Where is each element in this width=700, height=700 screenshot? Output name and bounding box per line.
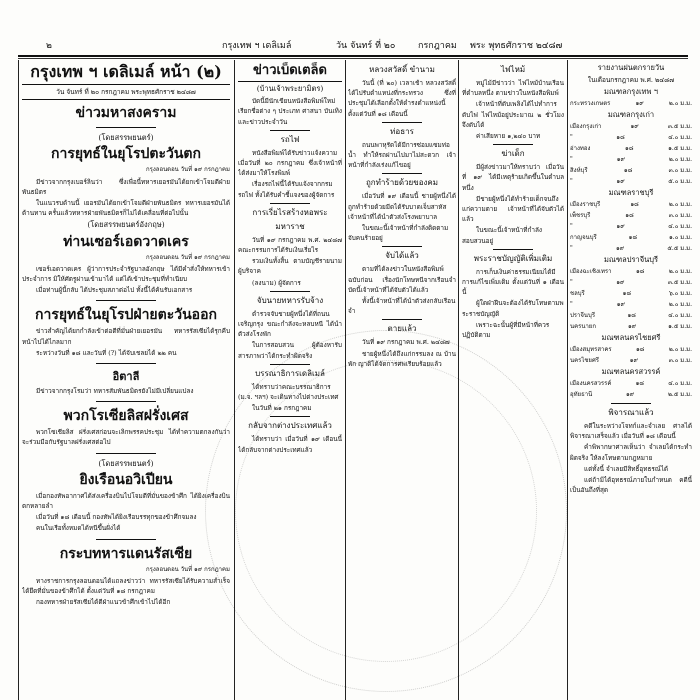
place: กาญจนบุรี: [570, 234, 597, 241]
place: เพ็ชรบุรี: [570, 212, 591, 219]
article-headline: การเรี่ยไรสร้างหอพระ: [252, 207, 328, 217]
rainfall-row: [570, 344, 692, 355]
article-paragraph: เมื่อวันที่ ๑๙ เดือนนี้ ชายผู้หนึ่งได้ถูกทำร้ายด้วยมีดได้รับบาดเจ็บสาหัส เจ้าหน้าที่ได้นำตัวส่งโรงพยาบาล: [348, 192, 456, 221]
day: ๑๙: [616, 301, 625, 308]
rainfall-row: [570, 132, 692, 143]
article-paragraph: ผู้ใดฝ่าฝืนจะต้องได้รับโทษตามพระราชบัญญัติ: [462, 299, 564, 318]
rainfall-row: [570, 299, 692, 310]
column-rule: [18, 60, 19, 700]
day: ๑๙: [616, 223, 625, 230]
rainfall-row: [570, 277, 692, 288]
rainfall-row: [570, 121, 692, 132]
article-headline: อิตาลี: [112, 370, 140, 384]
article-location: กรุงลอนดอน วันที่ ๑๙ กรกฎาคม: [146, 565, 230, 573]
rain-value: ๓.๐ ม.ม.: [668, 357, 692, 364]
divider: [382, 246, 422, 247]
article: [238, 295, 342, 361]
rain-value: ๕.๐ ม.ม.: [668, 178, 692, 185]
article-paragraph: แต่ทั้งนี้ จำเลยมีสิทธิ์อุทธรณ์ได้: [584, 464, 669, 473]
article: [348, 323, 456, 369]
article-source: (โดยสรรพยนตร์อังกฤษ): [87, 220, 165, 230]
rain-value: ๓.๕ ม.ม.: [667, 123, 692, 130]
rain-value: ๒.๐ ม.ม.: [668, 100, 692, 107]
day: ๑๘: [627, 312, 636, 319]
day: ๑๘: [635, 380, 645, 387]
article-headline: กลับจากต่างประเทศแล้ว: [248, 421, 332, 431]
column-masthead: ข่าวเบ็ดเตล็ด: [238, 62, 342, 82]
article-paragraph: หนังสือพิมพ์ได้รับข่าวแจ้งความเมื่อวันที่ ๒๐ กรกฎาคม ซึ่งเจ้าหน้าที่ได้ส่งมาให้โรงพิมพ์: [238, 148, 342, 178]
date-month: กรกฎาคม: [418, 41, 457, 51]
column-misc-news: [238, 62, 342, 700]
rain-value: ๒.๐ ม.ม.: [668, 268, 692, 275]
article-paragraph: เซอร์เอดวาดเคร ผู้ว่าการประจำรัฐบาลอังกฤษ ได้มีคำสั่งให้ทหารเข้าประจำการ มิให้ศัตรูผ่านเข้ามาได้ แต่ได้เข้าประชุมที่ทำเนียบ: [22, 264, 230, 284]
article-paragraph: วันนี้ (ที่ ๒๐) เวลาเช้า หลวงสวัสดิ์ได้ไปรับตำแหน่งที่กระทรวง ซึ่งที่ประชุมได้เลือกตั้งให้ดำรงตำแหน่งนี้ตั้งแต่วันที่ ๑๘ เดือนนี้: [348, 79, 456, 118]
article: [22, 545, 230, 608]
article-headline: ฆ่าเด็ก: [501, 149, 525, 159]
article-headline: ถูกทำร้ายด้วยของคม: [365, 178, 439, 188]
day: ๑๘: [625, 212, 634, 219]
article: [22, 407, 230, 447]
place: เมืองฉะเชิงเทรา: [570, 268, 612, 275]
section-title: ข่าวมหาสงคราม: [75, 105, 177, 122]
article: [22, 306, 230, 358]
day: ๑๘: [616, 134, 625, 141]
article: [238, 207, 342, 288]
rainfall-row: [570, 310, 692, 321]
column-intro: บัดนี้มีนักเขียนหนังสือพิมพ์ใหม่ เรียกชื่อต่าง ๆ ประเภท ศาสนา บันเทิง และข่าวประจำวัน: [238, 97, 342, 126]
article-paragraph: วันที่ ๑๙ กรกฎาคม พ.ศ. ๒๔๘๗: [362, 338, 450, 347]
place: ปราจีนบุรี: [570, 312, 596, 319]
article-paragraph: เจ้าหน้าที่ดับเพลิงได้ไปทำการดับไฟ ไฟไหม้อยู่ประมาณ ๒ ชั่วโมงจึงดับได้: [462, 100, 564, 129]
rain-value: ๒.๐ ม.ม.: [668, 156, 692, 163]
article-paragraph: เพราะฉะนั้นผู้ที่มีหน้าที่ควรปฏิบัติตาม: [462, 320, 550, 340]
rainfall-row: [570, 143, 692, 154]
article-subheadline: มหาราช: [275, 221, 305, 231]
header-rule-thin: [18, 58, 688, 59]
rainfall-region: [570, 109, 692, 187]
rainfall-row: [570, 288, 692, 299]
article-paragraph: วันที่ ๑๙ กรกฎาคม พ.ศ. ๒๔๘๗ คณะกรรมการได้รับเงินเรี่ยไร: [238, 235, 342, 255]
column-rule: [458, 60, 459, 700]
divider: [493, 249, 533, 250]
column-rainfall: [570, 62, 692, 700]
divider: [382, 122, 422, 123]
article-paragraph: การเก็บเงินค่าธรรมเนียมได้มีการแก้ไขเพิ่มเติม ตั้งแต่วันที่ ๑ เดือนนี้: [462, 267, 564, 297]
place: นครนายก: [570, 323, 596, 330]
article-paragraph: ในแนวรบด้านนี้ เยอรมันได้ยกเข้าโจมตีฝ่ายพันธมิตร ทหารเยอรมันได้ต้านทาน ครั้นแล้วทหารฝ่ายพันธมิตรก็ไม่ได้เคลื่อนที่ต่อไปนั้น: [22, 199, 230, 218]
article-paragraph: (ลงนาม) ผู้จัดการ: [252, 278, 301, 287]
article: [462, 148, 564, 246]
rain-value: ๒.๐ ม.ม.: [668, 301, 692, 308]
article-headline: ท่อธาร: [390, 126, 414, 136]
article-paragraph: ในการสอบสวน ผู้ต้องหารับสารภาพว่าได้กระทำผิดจริง: [238, 341, 342, 360]
article-paragraph: เมื่อท่านผู้นี้กลับ ได้ประชุมสภาต่อไป ทั้งนี้ได้ค้นรับเอกสาร: [36, 286, 193, 295]
region-name: มณฑลนครไชยศรี: [601, 333, 661, 342]
masthead: กรุงเทพ ฯ เดลิเมล์ หน้า (๒): [22, 62, 230, 85]
article-paragraph: ทั้งนี้เจ้าหน้าที่ได้นำตัวส่งกลับเรือนจำ: [348, 297, 456, 316]
rain-value: ๔.๐ ม.ม.: [668, 134, 692, 141]
rainfall-row: [570, 221, 692, 232]
article-headline: ไฟไหม้: [500, 65, 526, 74]
article-paragraph: ได้ทราบว่าคณะบรรณาธิการ (ม.จ. ฯลฯ) จะเดินทางไปต่างประเทศ: [238, 382, 339, 402]
rain-value: ๒.๕ ม.ม.: [667, 391, 692, 398]
divider: [96, 539, 156, 540]
divider: [270, 291, 310, 292]
day: ๑๙: [627, 323, 637, 330]
day: ๑๙: [616, 156, 625, 163]
rain-value: ๕.๕ ม.ม.: [667, 245, 692, 252]
article-paragraph: ในวันที่ ๒๑ กรกฎาคม: [252, 404, 312, 413]
rain-value: ๓.๕ ม.ม.: [667, 279, 692, 286]
column-local-news: [348, 62, 456, 700]
rainfall-region: [570, 366, 692, 400]
place: นครไชยศรี: [570, 357, 599, 364]
rain-value: ๔.๐ ม.ม.: [668, 380, 692, 387]
rainfall-region: [570, 332, 692, 366]
article-paragraph: ทางราชการกรุงลอนดอนได้แถลงข่าวว่า ทหารรัสเซียได้รับความสำเร็จ ได้ยึดที่มั่นของข้าศึกได้ ตั้งแต่วันที่ ๑๘ กรกฎาคม: [22, 576, 230, 596]
article: [238, 420, 342, 454]
day: ๑๘: [635, 268, 645, 275]
divider: [270, 416, 310, 417]
divider: [96, 401, 156, 402]
divider: [96, 363, 156, 364]
place: ": [570, 245, 573, 252]
place: เมืองสมุทรสาคร: [570, 346, 612, 353]
place: สิงห์บุรี: [570, 167, 588, 174]
article-paragraph: มีข่าวจากกรุงโรมว่า ทหารสัมพันธมิตรยังไม่มีเปลี่ยนแปลง: [36, 387, 194, 396]
rainfall-row: [570, 355, 692, 366]
article: [348, 177, 456, 243]
divider: [382, 173, 422, 174]
page-header: [0, 38, 700, 54]
article-headline: การยุทธ์ในยุโรปตะวันตก: [51, 146, 201, 163]
article-headline: พวกโรเซียลิสฝรั่งเศส: [63, 408, 189, 425]
divider: [611, 403, 651, 404]
rain-value: ๔.๐ ม.ม.: [668, 312, 692, 319]
article: [462, 253, 564, 340]
article-headline: บรรณาธิการเดลิเมล์: [255, 368, 325, 378]
article-paragraph: พวกโซเชียลิส ฝรั่งเศสก่อนจะเลิกพรรคประชุม ได้ทำความตกลงกันว่าจะร่วมมือกับรัฐบาลฝรั่งเศสต่อไป: [22, 428, 230, 447]
place: ": [570, 134, 573, 141]
place: ชลบุรี: [570, 290, 585, 297]
rain-value: ๒.๐ ม.ม.: [668, 346, 692, 353]
rainfall-region: [570, 187, 692, 254]
day: ๑๘: [623, 167, 633, 174]
article-paragraph: กองทหารฝ่ายรัสเซียได้ตีฝ่าแนวข้าศึกเข้าไปได้อีก: [36, 598, 171, 607]
rain-value: ๔.๐ ม.ม.: [668, 223, 692, 230]
article: [22, 220, 230, 295]
rainfall-subtitle: ในเดือนกรกฎาคม พ.ศ. ๒๔๘๗: [587, 76, 675, 84]
day: ๑๙: [616, 279, 625, 286]
article-headline: ท่านเซอร์เอดวาดเคร: [63, 233, 189, 250]
rain-value: ๒.๐ ม.ม.: [668, 201, 692, 208]
rain-value: ๑.๕ ม.ม.: [668, 145, 692, 152]
article-paragraph: เรื่องรถไฟนี้ได้รับแจ้งจากกรมรถไฟ ทั้งได้รับคำชี้แจงของผู้จัดการ: [238, 180, 335, 199]
day: ๑๘: [625, 145, 634, 152]
rainfall-row: [570, 378, 692, 389]
divider: [382, 319, 422, 320]
day: ๑๙: [629, 357, 638, 364]
rainfall-row: [570, 389, 692, 400]
article-paragraph: ถนนพาหุรัดได้มีการซ่อมแซมท่อน้ำ ทำให้รถผ่านไปมาไม่สะดวก เจ้าหน้าที่กำลังเร่งแก้ไขอยู่: [348, 140, 456, 170]
place: ": [570, 223, 573, 230]
article-paragraph: คำพิพากษาศาลเห็นว่า จำเลยได้กระทำผิดจริง ให้ลงโทษตามกฎหมาย: [570, 443, 692, 462]
rain-value: ๓.๐ ม.ม.: [668, 212, 692, 219]
column-incident-news: [462, 62, 564, 700]
divider: [96, 453, 156, 454]
article-paragraph: แต่ถ้ามิได้อุทธรณ์ภายในกำหนด คดีนี้เป็นอันถึงที่สุด: [570, 476, 692, 495]
day: ๑๙: [635, 100, 644, 107]
article-headline: กระบทหารแดนรัสเซีย: [59, 545, 193, 562]
article: [348, 64, 456, 119]
divider: [270, 130, 310, 131]
rainfall-row: [570, 98, 692, 109]
article-paragraph: มีชายผู้หนึ่งได้ทำร้ายเด็กจนถึงแก่ความตาย เจ้าหน้าที่ได้จับตัวได้แล้ว: [462, 194, 564, 224]
rain-value: ๖.๐ ม.ม.: [668, 290, 692, 297]
page-number: ๒: [46, 41, 52, 51]
rainfall-row: [570, 321, 692, 332]
article-location: กรุงลอนดอน วันที่ ๑๙ กรกฎาคม: [146, 166, 230, 174]
dateline: วัน จันทร์ ที่ ๒๐ กรกฎาคม พระพุทธศักราช ๒๔๘๗: [22, 87, 230, 100]
article-paragraph: คดีในระหว่างโจทก์และจำเลย ศาลได้พิจารณาเสร็จแล้ว เมื่อวันที่ ๑๘ เดือนนี้: [570, 422, 692, 441]
article: [22, 369, 230, 396]
rainfall-row: [570, 266, 692, 277]
day: ๑๘: [630, 201, 639, 208]
place: อุทัยธานี: [570, 391, 593, 398]
place: กระทรวงเกษตร: [570, 100, 611, 107]
article: [238, 134, 342, 200]
rain-value: ๓.๐ ม.ม.: [668, 167, 692, 174]
place: เมืองราชบุรี: [570, 201, 601, 208]
article: [570, 407, 692, 495]
article: [348, 126, 456, 171]
column-rule: [345, 60, 346, 700]
day: ๑๙: [615, 245, 625, 252]
article-paragraph: เมื่อกองทัพอากาศได้ส่งเครื่องบินไปโจมตีที่มั่นของข้าศึก ได้ยิงเครื่องบินตกหลายลำ: [22, 491, 230, 511]
article: [348, 250, 456, 316]
article-headline: พระราชบัญญัติเพิ่มเติม: [473, 253, 553, 263]
column-byline: (บ้านเจ้าพระยามิตร): [256, 84, 324, 93]
day: ๑๘: [628, 234, 638, 241]
article-paragraph: ค่าเสียหาย ๑,๒๔๐ บาท: [476, 132, 541, 141]
rainfall-row: [570, 232, 692, 243]
region-name: มณฑลราชบุรี: [608, 188, 654, 197]
divider: [493, 144, 533, 145]
column-rule: [234, 60, 235, 700]
article: [462, 64, 564, 141]
article-paragraph: ได้ทราบว่า เมื่อวันที่ ๑๙ เดือนนี้ ได้กลับจากต่างประเทศแล้ว: [238, 435, 342, 454]
article-headline: จับนายทหารรับจ้าง: [256, 295, 324, 305]
column-rule: [567, 60, 568, 700]
place: ": [570, 156, 573, 163]
day: ๑๙: [625, 391, 635, 398]
article-location: กรุงลอนดอน วันที่ ๑๙ กรกฎาคม: [146, 253, 230, 261]
article-headline: การยุทธ์ในยุโรปฝ่ายตะวันออก: [35, 307, 217, 324]
article-headline: ยิงเรือนอวิเปียน: [79, 471, 173, 488]
header-rule: [18, 55, 688, 57]
article-headline: จับได้แล้ว: [385, 251, 419, 261]
rainfall-region: [570, 254, 692, 332]
divider: [96, 127, 156, 128]
article-paragraph: ตำรวจจับชายผู้หนึ่งได้ที่ถนนเจริญกรุง ขณะกำลังจะหลบหนี ได้นำตัวส่งโรงพัก: [238, 309, 342, 339]
day: ๑๘: [622, 290, 632, 297]
date-year: พระ พุทธศักราช ๒๔๘๗: [470, 41, 563, 51]
divider: [270, 364, 310, 365]
day: ๑๙: [616, 178, 625, 185]
divider: [96, 300, 156, 301]
article-headline: ตายแล้ว: [387, 324, 417, 334]
article-headline: หลวงสวัสดิ์ ขำนาม: [369, 65, 435, 74]
rain-value: ๑.๕ ม.ม.: [668, 323, 692, 330]
paper-name: กรุงเทพ ฯ เดลิเมล์: [222, 41, 292, 51]
article: [238, 368, 342, 414]
rainfall-row: [570, 176, 692, 187]
article-paragraph: มีข่าวจากกรุงเบอร์ลินว่า ซึ่งเพื่อนี้ทหารเยอรมันได้ยกเข้าโจมตีฝ่ายพันธมิตร: [22, 177, 230, 196]
rainfall-row: [570, 243, 692, 254]
article-paragraph: รวมเงินทั้งสิ้น ตามบัญชีรายนามผู้บริจาค: [238, 257, 342, 276]
place: อ่างทอง: [570, 145, 591, 152]
article-source: (โดยสรรพยนตร์): [98, 458, 154, 468]
article-paragraph: ชายผู้หนึ่งได้ถึงแก่กรรมลง ณ บ้านพัก ญาติได้จัดการศพเรียบร้อยแล้ว: [348, 349, 456, 368]
article-headline: รถไฟ: [280, 134, 300, 144]
article-source: (โดยสรรพยนตร์): [98, 133, 154, 143]
article-paragraph: ในขณะนี้เจ้าหน้าที่กำลังติดตามจับคนร้ายอยู่: [348, 224, 449, 243]
rainfall-row: [570, 154, 692, 165]
day: ๑๘: [636, 346, 645, 353]
place: เมืองกรุงเก่า: [570, 123, 602, 130]
article-paragraph: หมู่ไม้มีข่าวว่า ไฟไหม้บ้านเรือนที่ตำบลหนึ่ง ตามข่าวในหนังสือพิมพ์: [462, 79, 564, 98]
divider: [270, 203, 310, 204]
column-world-news: [22, 62, 230, 700]
rainfall-region: [570, 86, 692, 109]
article-paragraph: คนในเรือทั้งหมดได้หนีขึ้นฝั่งได้: [36, 524, 121, 533]
place: ": [570, 279, 573, 286]
region-name: มณฑลกรุงเก่า: [607, 110, 655, 119]
article-paragraph: เมื่อวันที่ ๑๘ เดือนนี้ กองทัพได้ยิงเรือบรรทุกของข้าศึกจมลง: [36, 513, 197, 522]
place: เมืองนครสวรรค์: [570, 380, 612, 387]
article: [22, 459, 230, 534]
region-name: มณฑลนครสวรรค์: [601, 367, 661, 376]
rainfall-row: [570, 210, 692, 221]
place: ": [570, 301, 573, 308]
region-name: มณฑลปราจีนบุรี: [603, 255, 659, 264]
place: ": [570, 178, 573, 185]
rainfall-title: รายงานฝนตกรายวัน: [597, 63, 665, 72]
article-paragraph: ระหว่างวันที่ ๑๘ และวันที่ (?) ได้จับเชลยได้ ๒๒ คน: [36, 348, 177, 357]
article-paragraph: ในขณะนี้เจ้าหน้าที่กำลังสอบสวนอยู่: [462, 226, 542, 245]
rainfall-row: [570, 165, 692, 176]
rain-value: ๑.๐ ม.ม.: [668, 234, 692, 241]
article-paragraph: ตามที่ได้ลงข่าวในหนังสือพิมพ์ฉบับก่อน เรื่องนักโทษหนีจากเรือนจำ บัดนี้เจ้าหน้าที่ได้จับตัวได้แล้ว: [348, 265, 456, 294]
day: ๑๙: [630, 123, 639, 130]
region-name: มณฑลกรุงเทพ ฯ: [603, 87, 658, 96]
rainfall-row: [570, 199, 692, 210]
article: [22, 133, 230, 218]
article-headline: พิจารณาแล้ว: [608, 408, 654, 417]
date-day: วัน จันทร์ ที่ ๒๐: [336, 41, 396, 51]
article-paragraph: มีผู้ส่งข่าวมาให้ทราบว่า เมื่อวันที่ ๑๙ ได้มีเหตุร้ายเกิดขึ้นในตำบลหนึ่ง: [462, 163, 564, 192]
article-paragraph: ข่าวสำคัญได้ยกกำลังเข้าต่อตีที่มั่นฝ่ายเยอรมัน ทหารรัสเซียได้รุกคืบหน้าไปได้ไกลมาก: [22, 327, 230, 346]
